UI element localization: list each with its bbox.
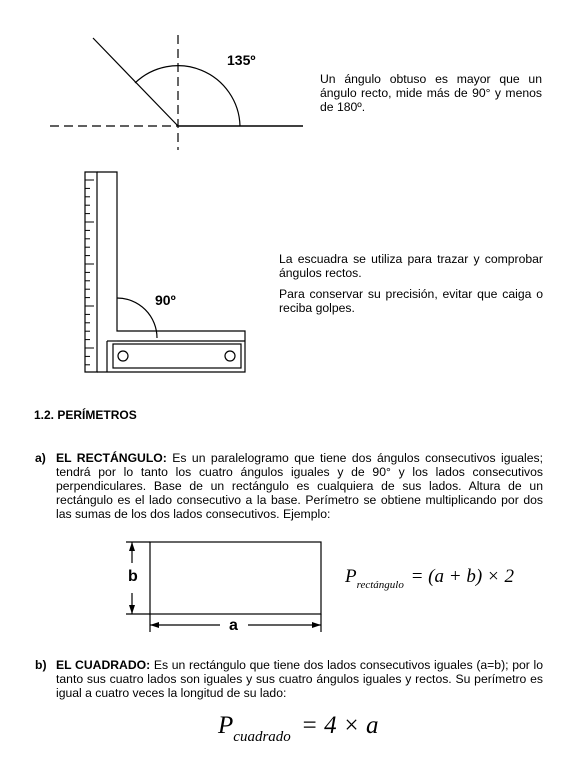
arrow-a-left xyxy=(150,622,159,628)
dimension-label-a: a xyxy=(229,617,238,634)
obtuse-text: Un ángulo obtuso es mayor que un ángulo recto, mide más de 90° y menos de 180º. xyxy=(320,72,542,114)
square-formula-sub: cuadrado xyxy=(233,729,291,745)
set-square-text-1: La escuadra se utiliza para trazar y comprobar ángulos rectos. xyxy=(279,252,543,280)
square-term: EL CUADRADO: xyxy=(56,658,151,672)
angle-label-135: 135º xyxy=(227,52,256,68)
square-formula-rhs: = 4 × a xyxy=(301,712,379,739)
arrow-a-right xyxy=(312,622,321,628)
square-paragraph xyxy=(56,658,543,700)
rectangle-formula-sub: rectángulo xyxy=(356,579,404,591)
square-item xyxy=(35,658,543,700)
rectangle-formula-p: P xyxy=(345,566,357,587)
item-marker-b: b) xyxy=(35,658,47,672)
rectangle-text: Es un paralelogramo que tiene dos ángulos consecutivos iguales; tendrá por lo tanto los cuatro ángulos iguales y de 90° y los lados consecutivos perpendiculares. Base de un rectángulo es cualquiera de sus lados. Altura de un rectángulo es el lado consecutivo a la base. Perímetro se obtiene multiplicando por dos las sumas de los dos lados consecutivos. Ejemplo: xyxy=(56,451,543,521)
square-formula-p: P xyxy=(218,712,234,739)
dimension-label-b: b xyxy=(128,568,138,585)
arrow-b-top xyxy=(129,542,135,551)
section-heading: 1.2. PERÍMETROS xyxy=(34,408,137,422)
angle-label-90: 90º xyxy=(155,292,176,308)
arrow-b-bottom xyxy=(129,605,135,614)
set-square-text-2: Para conservar su precisión, evitar que caiga o reciba golpes. xyxy=(279,287,543,315)
rectangle-term: EL RECTÁNGULO: xyxy=(56,451,167,465)
rectangle-shape xyxy=(150,542,321,614)
square-text: Es un rectángulo que tiene dos lados consecutivos iguales (a=b); por lo tanto sus cuatro lados son iguales y sus cuatro ángulos iguales y rectos. Su perímetro es igual a cuatro veces la longitud de su lado: xyxy=(56,658,543,700)
item-marker-a: a) xyxy=(35,451,46,465)
rectangle-formula xyxy=(345,566,514,591)
square-formula xyxy=(218,712,379,745)
rectangle-formula-rhs: = (a + b) × 2 xyxy=(410,566,514,587)
